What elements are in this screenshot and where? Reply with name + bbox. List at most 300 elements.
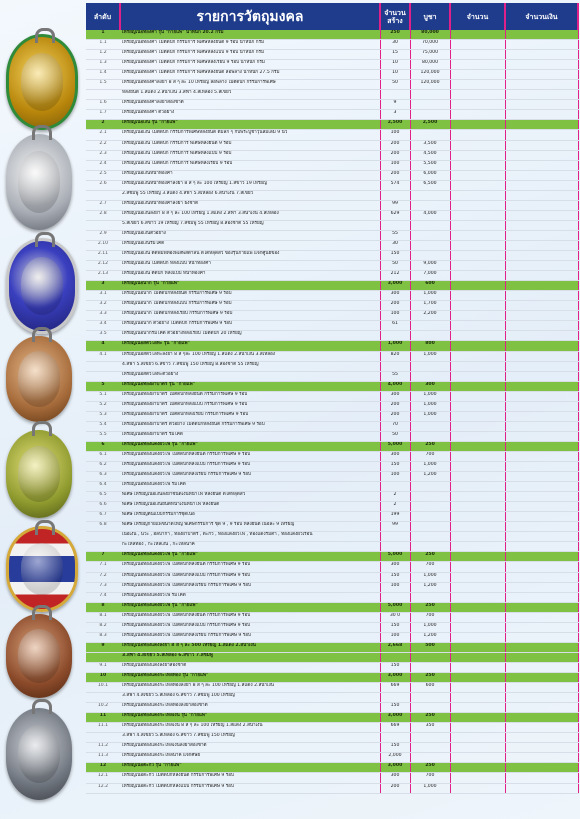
cell-amount-input[interactable]: [450, 703, 505, 713]
cell-money-input[interactable]: [505, 783, 578, 793]
cell-no: 5.4: [86, 421, 120, 431]
cell-amount-input[interactable]: [450, 582, 505, 592]
cell-money-input[interactable]: [505, 622, 578, 632]
cell-amount-input[interactable]: [450, 482, 505, 492]
table-row: [86, 220, 578, 230]
cell-money-input[interactable]: [505, 482, 578, 492]
cell-money-input[interactable]: [505, 110, 578, 120]
cell-amount-input[interactable]: [450, 652, 505, 662]
cell-amount-input[interactable]: [450, 592, 505, 602]
cell-qty: 5,000: [380, 441, 410, 451]
cell-amount-input[interactable]: [450, 120, 505, 130]
cell-money-input[interactable]: [505, 411, 578, 421]
cell-amount-input[interactable]: [450, 90, 505, 100]
cell-money-input[interactable]: [505, 50, 578, 60]
cell-amount-input[interactable]: [450, 512, 505, 522]
cell-no: 1: [86, 30, 120, 40]
cell-price: 6,500: [410, 180, 450, 190]
cell-amount-input[interactable]: [450, 753, 505, 763]
cell-name: เหรียญเนื้อสัตว์โลหะลงยา 8 สี ๆละ 100 เหรียญ 1.สีแดง 2.สีน้ำเงิน 3.สีเหลือง: [120, 351, 380, 361]
cell-money-input[interactable]: [505, 502, 578, 512]
cell-amount-input[interactable]: [450, 210, 505, 220]
cell-amount-input[interactable]: [450, 723, 505, 733]
cell-name: เหรียญเนื้อทองคำ ตัวอย่าง: [120, 110, 380, 120]
cell-amount-input[interactable]: [450, 683, 505, 693]
table-row: [86, 662, 578, 672]
cell-name: เหรียญเนื้อเงิน ไม่ตัดปีก กรรมการ พิเศษหลังแบบ 9 รอบ: [120, 150, 380, 160]
cell-name: เหรียญเนื้อทองแดงลงยา 8 สี ๆ ละ 500 เหรียญ 1.สีแดง 2.สีน้ำเงิน: [120, 642, 380, 652]
cell-money-input[interactable]: [505, 723, 578, 733]
cell-price: 1,000: [410, 411, 450, 421]
cell-money-input[interactable]: [505, 100, 578, 110]
cell-money-input[interactable]: [505, 271, 578, 281]
table-row: [86, 160, 578, 170]
cell-qty: 55: [380, 230, 410, 240]
brass-medal-image: [6, 430, 72, 518]
cell-amount-input[interactable]: [450, 60, 505, 70]
cell-qty: [380, 331, 410, 341]
cell-price: [410, 90, 450, 100]
cell-money-input[interactable]: [505, 321, 578, 331]
cell-money-input[interactable]: [505, 602, 578, 612]
cell-amount-input[interactable]: [450, 40, 505, 50]
cell-no: [86, 542, 120, 552]
cell-amount-input[interactable]: [450, 321, 505, 331]
cell-amount-input[interactable]: [450, 713, 505, 723]
table-row: [86, 522, 578, 532]
cell-name: เหรียญเนื้อทองคำลงยา 8 สี ๆ ละ 10 เหรียญ ลือพลาง ไม่ตัดปีก กรรมการพิเศษ: [120, 80, 380, 90]
cell-price: [410, 431, 450, 441]
cell-amount-input[interactable]: [450, 642, 505, 652]
cell-money-input[interactable]: [505, 200, 578, 210]
cell-money-input[interactable]: [505, 80, 578, 90]
cell-price: 7,000: [410, 271, 450, 281]
cell-qty: 5,000: [380, 602, 410, 612]
cell-qty: 50: [380, 261, 410, 271]
cell-amount-input[interactable]: [450, 632, 505, 642]
cell-amount-input[interactable]: [450, 763, 505, 773]
cell-amount-input[interactable]: [450, 492, 505, 502]
cell-amount-input[interactable]: [450, 572, 505, 582]
cell-money-input[interactable]: [505, 301, 578, 311]
cell-qty: 50: [380, 431, 410, 441]
cell-money-input[interactable]: [505, 632, 578, 642]
cell-qty: 2: [380, 502, 410, 512]
cell-money-input[interactable]: [505, 552, 578, 562]
cell-no: 6.2: [86, 462, 120, 472]
cell-no: 5.5: [86, 431, 120, 441]
cell-name: เหรียญเนื้อเงินหน้าทองคำลงยา 8 สี ๆ ละ 100 เหรียญ 1.สีขาว 19 เหรียญ: [120, 180, 380, 190]
cell-price: [410, 522, 450, 532]
cell-money-input[interactable]: [505, 120, 578, 130]
cell-money-input[interactable]: [505, 512, 578, 522]
cell-amount-input[interactable]: [450, 351, 505, 361]
cell-name: เหรียญเนื้อทองแดงผิวไฟ ไม่ตัดปีกหลังแบบ กรรมการพิเศษ 9 รอบ: [120, 572, 380, 582]
cell-amount-input[interactable]: [450, 441, 505, 451]
cell-name: เหรียญเนื้อเงิน ไม่ตัดปีก หลังแบบ หน้าทองคำ: [120, 261, 380, 271]
cell-no: 2.1: [86, 130, 120, 140]
cell-money-input[interactable]: [505, 261, 578, 271]
section-row: [86, 763, 578, 773]
table-row: [86, 773, 578, 783]
cell-name: เหรียญเนื้อนาก รุ่น "กายแพ": [120, 281, 380, 291]
cell-money-input[interactable]: [505, 462, 578, 472]
cell-money-input[interactable]: [505, 683, 578, 693]
cell-money-input[interactable]: [505, 693, 578, 703]
cell-money-input[interactable]: [505, 472, 578, 482]
table-row: [86, 150, 578, 160]
cell-amount-input[interactable]: [450, 552, 505, 562]
cell-qty: [380, 652, 410, 662]
cell-qty: 99: [380, 200, 410, 210]
cell-amount-input[interactable]: [450, 271, 505, 281]
cell-no: 8.3: [86, 632, 120, 642]
cell-name: 4.สีฟ้า 5.สีเขียว 6.สีขาว 7.สีชมพู 150 เหรียญ 8.สีองชาติ 55 เหรียญ: [120, 361, 380, 371]
cell-name: กะไหล่ทอง , กะไหล่เงิน , กะไหล่นาค: [120, 542, 380, 552]
cell-amount-input[interactable]: [450, 160, 505, 170]
cell-amount-input[interactable]: [450, 693, 505, 703]
cell-money-input[interactable]: [505, 492, 578, 502]
section-row: [86, 381, 578, 391]
table-row: [86, 492, 578, 502]
cell-money-input[interactable]: [505, 230, 578, 240]
table-row: [86, 512, 578, 522]
cell-price: 700: [410, 773, 450, 783]
cell-no: 11.3: [86, 753, 120, 763]
cell-qty: 10: [380, 60, 410, 70]
section-row: [86, 552, 578, 562]
cell-money-input[interactable]: [505, 733, 578, 743]
cell-money-input[interactable]: [505, 582, 578, 592]
blue-enamel-medal-image: [6, 238, 78, 334]
table-row: [86, 582, 578, 592]
cell-amount-input[interactable]: [450, 451, 505, 461]
cell-price: 700: [410, 562, 450, 572]
cell-amount-input[interactable]: [450, 50, 505, 60]
cell-name: 3.สีฟ้า 4.สีเขียว 5.สีเหลือง 6.สีขาว 7.สีชมพู 100 เหรียญ: [120, 693, 380, 703]
cell-amount-input[interactable]: [450, 130, 505, 140]
cell-price: [410, 421, 450, 431]
cell-money-input[interactable]: [505, 170, 578, 180]
table-row: [86, 462, 578, 472]
price-table: [86, 3, 579, 794]
cell-money-input[interactable]: [505, 703, 578, 713]
table-row: [86, 180, 578, 190]
cell-money-input[interactable]: [505, 401, 578, 411]
cell-price: 4,500: [410, 150, 450, 160]
cell-amount-input[interactable]: [450, 743, 505, 753]
cell-name: เหรียญเนื้อทองแดงกะไหล่นาค แจกศิษย์: [120, 753, 380, 763]
cell-no: 11.2: [86, 743, 120, 753]
cell-amount-input[interactable]: [450, 70, 505, 80]
cell-price: 250: [410, 673, 450, 683]
cell-money-input[interactable]: [505, 371, 578, 381]
cell-price: 500: [410, 642, 450, 652]
cell-amount-input[interactable]: [450, 542, 505, 552]
cell-money-input[interactable]: [505, 150, 578, 160]
cell-money-input[interactable]: [505, 190, 578, 200]
cell-amount-input[interactable]: [450, 371, 505, 381]
cell-no: 7.2: [86, 572, 120, 582]
table-row: [86, 562, 578, 572]
cell-no: 12.2: [86, 783, 120, 793]
cell-name: เหรียญเนื้อนาก ไม่ตัดปีกหลังยันต์ กรรมการพิเศษ 9 รอบ: [120, 291, 380, 301]
cell-name: เหรียญเนื้อนากรมโค๊ต ตัวอย่างหลังเรียบ ไม่ตัดปีก 20 เหรียญ: [120, 331, 380, 341]
cell-no: 2.11: [86, 251, 120, 261]
cell-name: เหรียญเนื้อเงินหน้าทองคำลงยา ธงชาติ: [120, 200, 380, 210]
cell-price: [410, 100, 450, 110]
cell-no: 4.1: [86, 351, 120, 361]
cell-money-input[interactable]: [505, 673, 578, 683]
cell-money-input[interactable]: [505, 391, 578, 401]
cell-qty: 150: [380, 743, 410, 753]
cell-no: 6.3: [86, 472, 120, 482]
cell-price: 1,000: [410, 351, 450, 361]
cell-amount-input[interactable]: [450, 733, 505, 743]
cell-no: 6.4: [86, 482, 120, 492]
cell-money-input[interactable]: [505, 40, 578, 50]
cell-name: เหรียญเนื้อทองแดงผิวไฟ รมโค๊ต: [120, 592, 380, 602]
cell-money-input[interactable]: [505, 291, 578, 301]
cell-name: เหรียญเนื้อทองผ่าบาตร ตัวอย่าง ไม่ตัดปีกหลังยันต์ กรรมการพิเศษ 9 รอบ: [120, 421, 380, 431]
cell-qty: 3,000: [380, 713, 410, 723]
cell-amount-input[interactable]: [450, 311, 505, 321]
header-name: รายการวัตถุมงคล: [120, 3, 380, 30]
cell-price: 700: [410, 612, 450, 622]
cell-money-input[interactable]: [505, 743, 578, 753]
cell-money-input[interactable]: [505, 451, 578, 461]
cell-no: [86, 652, 120, 662]
cell-price: 1,000: [410, 783, 450, 793]
cell-amount-input[interactable]: [450, 622, 505, 632]
cell-price: 1,000: [410, 391, 450, 401]
cell-amount-input[interactable]: [450, 411, 505, 421]
cell-name: เหรียญเนื้อทองแดงผิวไฟ รุ่น "กายแพ": [120, 552, 380, 562]
cell-amount-input[interactable]: [450, 421, 505, 431]
cell-price: 120,000: [410, 70, 450, 80]
cell-money-input[interactable]: [505, 713, 578, 723]
cell-amount-input[interactable]: [450, 251, 505, 261]
cell-amount-input[interactable]: [450, 532, 505, 542]
cell-qty: 199: [380, 512, 410, 522]
cell-price: 250: [410, 441, 450, 451]
cell-amount-input[interactable]: [450, 783, 505, 793]
cell-amount-input[interactable]: [450, 110, 505, 120]
cell-money-input[interactable]: [505, 210, 578, 220]
cell-money-input[interactable]: [505, 251, 578, 261]
cell-money-input[interactable]: [505, 60, 578, 70]
cell-no: 8: [86, 602, 120, 612]
cell-no: 6.5: [86, 492, 120, 502]
cell-money-input[interactable]: [505, 180, 578, 190]
cell-money-input[interactable]: [505, 662, 578, 672]
cell-amount-input[interactable]: [450, 220, 505, 230]
cell-amount-input[interactable]: [450, 602, 505, 612]
cell-name: เหรียญเนื้อทองแดงลงยาสีองชาติ: [120, 662, 380, 672]
cell-price: [410, 230, 450, 240]
cell-no: 5: [86, 381, 120, 391]
cell-money-input[interactable]: [505, 572, 578, 582]
cell-money-input[interactable]: [505, 431, 578, 441]
table-row: [86, 371, 578, 381]
cell-amount-input[interactable]: [450, 230, 505, 240]
cell-no: 2.3: [86, 150, 120, 160]
cell-money-input[interactable]: [505, 90, 578, 100]
cell-amount-input[interactable]: [450, 170, 505, 180]
cell-qty: [380, 220, 410, 230]
cell-qty: 4,000: [380, 381, 410, 391]
cell-name: เหรียญเนื้อทองคำ ไม่ตัดปีก กรรมการ พิเศษหลังแบบ 9 รอบ น้ำหนัก กรัม: [120, 50, 380, 60]
cell-no: 8.2: [86, 622, 120, 632]
cell-money-input[interactable]: [505, 351, 578, 361]
cell-no: 5.1: [86, 391, 120, 401]
cell-no: 1.4: [86, 70, 120, 80]
header-qty: จำนวนสร้าง: [380, 3, 410, 30]
cell-amount-input[interactable]: [450, 180, 505, 190]
cell-money-input[interactable]: [505, 562, 578, 572]
cell-price: [410, 321, 450, 331]
table-row: [86, 532, 578, 542]
cell-amount-input[interactable]: [450, 401, 505, 411]
cell-amount-input[interactable]: [450, 662, 505, 672]
cell-amount-input[interactable]: [450, 80, 505, 90]
cell-name: เหรียญเนื้อสัตว์โลหะตัวอย่าง: [120, 371, 380, 381]
table-row: [86, 271, 578, 281]
cell-amount-input[interactable]: [450, 100, 505, 110]
cell-price: [410, 331, 450, 341]
cell-money-input[interactable]: [505, 361, 578, 371]
cell-no: 5.2: [86, 401, 120, 411]
cell-money-input[interactable]: [505, 70, 578, 80]
cell-money-input[interactable]: [505, 753, 578, 763]
cell-money-input[interactable]: [505, 532, 578, 542]
cell-money-input[interactable]: [505, 612, 578, 622]
cell-money-input[interactable]: [505, 763, 578, 773]
cell-qty: 574: [380, 180, 410, 190]
cell-name: เหรียญเนื้อทองแดงกะไหล่ทอง รุ่น "กายแพ": [120, 673, 380, 683]
cell-money-input[interactable]: [505, 220, 578, 230]
cell-amount-input[interactable]: [450, 612, 505, 622]
section-row: [86, 120, 578, 130]
cell-no: 9: [86, 642, 120, 652]
cell-name: เหรียญเนื้อเงิน รุ่น "กายแพ": [120, 120, 380, 130]
cell-amount-input[interactable]: [450, 30, 505, 40]
cell-money-input[interactable]: [505, 522, 578, 532]
cell-amount-input[interactable]: [450, 150, 505, 160]
cell-amount-input[interactable]: [450, 391, 505, 401]
cell-amount-input[interactable]: [450, 291, 505, 301]
cell-money-input[interactable]: [505, 542, 578, 552]
cell-money-input[interactable]: [505, 773, 578, 783]
cell-money-input[interactable]: [505, 140, 578, 150]
cell-amount-input[interactable]: [450, 281, 505, 291]
cell-qty: 2: [380, 492, 410, 502]
cell-price: 3,500: [410, 140, 450, 150]
cell-money-input[interactable]: [505, 240, 578, 250]
cell-money-input[interactable]: [505, 441, 578, 451]
table-row: [86, 311, 578, 321]
cell-qty: 30: [380, 240, 410, 250]
cell-amount-input[interactable]: [450, 261, 505, 271]
cell-amount-input[interactable]: [450, 431, 505, 441]
cell-no: 1.3: [86, 60, 120, 70]
cell-qty: 300: [380, 451, 410, 461]
section-row: [86, 441, 578, 451]
cell-qty: 150: [380, 572, 410, 582]
table-row: [86, 622, 578, 632]
cell-name: เหรียญเนื้อทองคำลงยาสีองชาติ: [120, 100, 380, 110]
cell-qty: 200: [380, 150, 410, 160]
cell-no: 3.4: [86, 321, 120, 331]
cell-amount-input[interactable]: [450, 140, 505, 150]
cell-qty: 2,000: [380, 753, 410, 763]
cell-amount-input[interactable]: [450, 673, 505, 683]
cell-money-input[interactable]: [505, 130, 578, 140]
cell-amount-input[interactable]: [450, 562, 505, 572]
header-no: ลำดับ: [86, 3, 120, 30]
section-row: [86, 281, 578, 291]
cell-money-input[interactable]: [505, 642, 578, 652]
section-row: [86, 341, 578, 351]
cell-money-input[interactable]: [505, 160, 578, 170]
cell-amount-input[interactable]: [450, 361, 505, 371]
cell-amount-input[interactable]: [450, 502, 505, 512]
cell-price: 1,000: [410, 291, 450, 301]
cell-name: เหรียญเนื้อเงิน ตัดปีก หลังแบบ หน้าทองคำ: [120, 271, 380, 281]
cell-price: 1,200: [410, 472, 450, 482]
cell-price: 250: [410, 713, 450, 723]
cell-amount-input[interactable]: [450, 462, 505, 472]
cell-money-input[interactable]: [505, 281, 578, 291]
cell-amount-input[interactable]: [450, 190, 505, 200]
table-row: [86, 251, 578, 261]
cell-qty: 150: [380, 622, 410, 632]
cell-money-input[interactable]: [505, 592, 578, 602]
cell-qty: 3,000: [380, 281, 410, 291]
cell-amount-input[interactable]: [450, 240, 505, 250]
cell-money-input[interactable]: [505, 652, 578, 662]
cell-no: 10.1: [86, 683, 120, 693]
cell-amount-input[interactable]: [450, 522, 505, 532]
section-row: [86, 602, 578, 612]
cell-money-input[interactable]: [505, 421, 578, 431]
cell-amount-input[interactable]: [450, 301, 505, 311]
cell-amount-input[interactable]: [450, 200, 505, 210]
table-row: [86, 502, 578, 512]
cell-money-input[interactable]: [505, 341, 578, 351]
cell-money-input[interactable]: [505, 30, 578, 40]
cell-price: [410, 703, 450, 713]
cell-amount-input[interactable]: [450, 341, 505, 351]
cell-amount-input[interactable]: [450, 381, 505, 391]
cell-qty: 100: [380, 130, 410, 140]
cell-name: 3.สีฟ้า 4.สีเขียว 5.สีเหลือง 6.สีขาว 7.สีชมพู: [120, 652, 380, 662]
cell-amount-input[interactable]: [450, 331, 505, 341]
cell-money-input[interactable]: [505, 331, 578, 341]
table-row: [86, 190, 578, 200]
cell-no: 4: [86, 341, 120, 351]
cell-amount-input[interactable]: [450, 472, 505, 482]
cell-money-input[interactable]: [505, 381, 578, 391]
table-row: [86, 451, 578, 461]
cell-money-input[interactable]: [505, 311, 578, 321]
cell-price: 600: [410, 683, 450, 693]
cell-qty: 3,000: [380, 673, 410, 683]
cell-no: 12: [86, 763, 120, 773]
cell-name: เหรียญเนื้อเงินรมโค๊ต: [120, 240, 380, 250]
table-row: [86, 90, 578, 100]
cell-amount-input[interactable]: [450, 773, 505, 783]
